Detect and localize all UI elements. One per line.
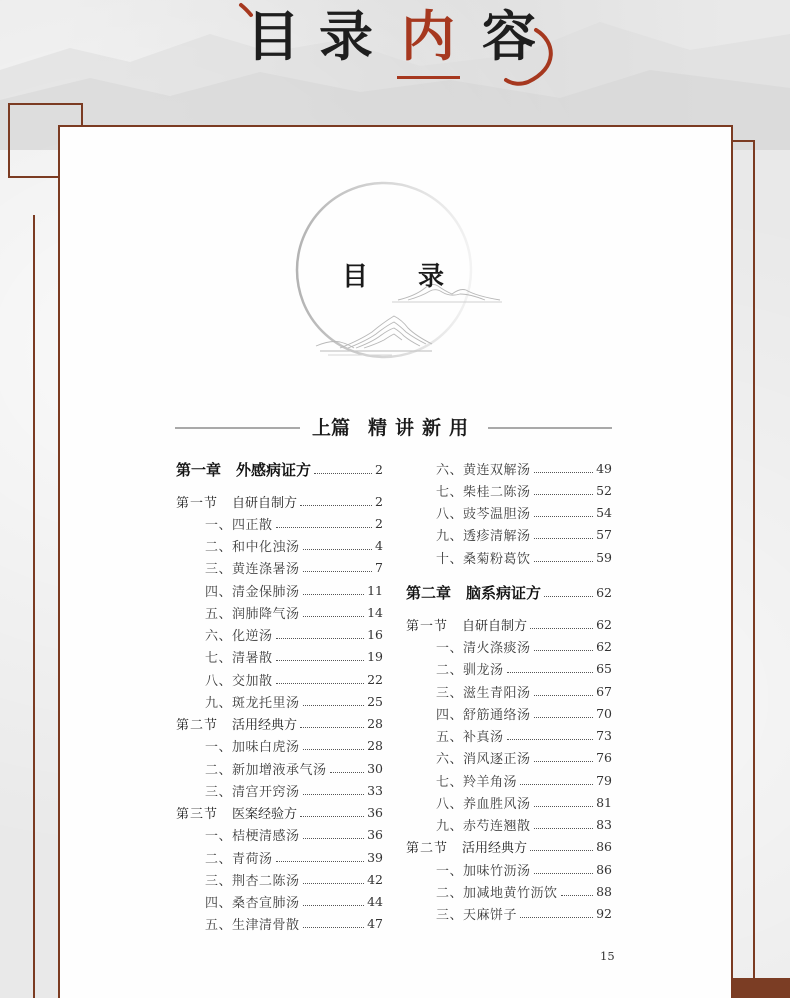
toc-entry-title: 十、桑菊粉葛饮 <box>436 551 531 567</box>
toc-entry-title: 五、补真汤 <box>436 730 504 746</box>
toc-entry-title: 三、荆杏二陈汤 <box>205 873 300 889</box>
toc-page-number: 83 <box>596 817 612 833</box>
toc-page-number: 65 <box>596 661 612 677</box>
toc-page-number: 7 <box>375 560 383 576</box>
toc-entry <box>406 479 612 501</box>
toc-entry <box>406 880 612 902</box>
dot-leader <box>534 516 594 517</box>
toc-entry <box>176 757 383 779</box>
toc-entry <box>406 680 612 702</box>
part-heading-rule-left <box>175 427 300 429</box>
dot-leader <box>303 883 365 884</box>
toc-page-number: 28 <box>367 716 383 732</box>
toc-section <box>406 836 612 858</box>
toc-entry-title: 四、桑杏宣肺汤 <box>205 896 300 912</box>
part-heading-rule-right <box>488 427 612 429</box>
toc-page-number: 19 <box>367 649 383 665</box>
toc-section <box>176 713 383 735</box>
toc-entry <box>176 846 383 868</box>
toc-section-title: 活用经典方 <box>462 841 528 857</box>
toc-page-number: 2 <box>375 461 383 477</box>
toc-entry <box>406 457 612 479</box>
dot-leader <box>530 628 593 629</box>
dot-leader <box>303 594 365 595</box>
toc-entry-title: 五、润肺降气汤 <box>205 606 300 622</box>
toc-chapter-number: 第一章 <box>176 460 222 479</box>
toc-page-number: 49 <box>596 460 612 476</box>
dot-leader <box>300 816 364 817</box>
toc-entry <box>406 702 612 724</box>
toc-entry <box>406 546 612 568</box>
toc-entry <box>406 791 612 813</box>
part-heading-label: 上篇 <box>312 417 351 439</box>
toc-page-number: 70 <box>596 705 612 721</box>
toc-entry <box>406 858 612 880</box>
toc-section-number: 第二节 <box>176 718 219 734</box>
toc-page-number: 39 <box>367 849 383 865</box>
dot-leader <box>303 616 365 617</box>
dot-leader <box>276 861 365 862</box>
toc-entry-title: 二、驯龙汤 <box>436 663 504 679</box>
dot-leader <box>303 549 373 550</box>
toc-page-number: 67 <box>596 683 612 699</box>
dot-leader <box>330 772 365 773</box>
dot-leader <box>520 784 593 785</box>
dot-leader <box>303 749 365 750</box>
toc-page-number: 4 <box>375 538 383 554</box>
dot-leader <box>276 638 365 639</box>
dot-leader <box>530 850 593 851</box>
toc-entry-title: 三、天麻饼子 <box>436 908 518 924</box>
toc-page-number: 42 <box>367 871 383 887</box>
toc-page-number: 30 <box>367 760 383 776</box>
toc-entry <box>406 636 612 658</box>
toc-entry-title: 八、豉芩温胆汤 <box>436 507 531 523</box>
dot-leader <box>534 538 594 539</box>
toc-entry <box>406 524 612 546</box>
frame-block-bottom-right <box>733 978 790 998</box>
dot-leader <box>534 494 594 495</box>
toc-page-number: 73 <box>596 728 612 744</box>
toc-entry <box>406 903 612 925</box>
toc-page-number: 76 <box>596 750 612 766</box>
toc-entry <box>406 725 612 747</box>
toc-section <box>406 613 612 635</box>
toc-entry-title: 六、消风逐正汤 <box>436 752 531 768</box>
circle-mountain-decoration <box>280 170 510 370</box>
toc-section-number: 第一节 <box>176 495 219 511</box>
dot-leader <box>534 717 594 718</box>
part-heading-title: 精讲新用 <box>368 417 477 439</box>
toc-page-number: 86 <box>596 839 612 855</box>
dot-leader <box>534 695 594 696</box>
dot-leader <box>276 527 373 528</box>
dot-leader <box>303 794 365 795</box>
dot-leader <box>507 672 594 673</box>
toc-page-number: 59 <box>596 549 612 565</box>
toc-entry <box>406 658 612 680</box>
dot-leader <box>544 596 593 597</box>
dot-leader <box>276 683 365 684</box>
toc-entry <box>176 779 383 801</box>
toc-page-number: 52 <box>596 482 612 498</box>
toc-section-title: 活用经典方 <box>232 718 298 734</box>
toc-chapter-title: 外感病证方 <box>236 460 312 479</box>
dot-leader <box>534 472 594 473</box>
toc-entry <box>406 747 612 769</box>
toc-entry-title: 六、化逆汤 <box>205 629 273 645</box>
toc-page-number: 62 <box>596 639 612 655</box>
toc-entry-title: 三、滋生青阳汤 <box>436 685 531 701</box>
page-title-char: 目 <box>342 262 369 292</box>
toc-page-number: 86 <box>596 861 612 877</box>
toc-page-number: 81 <box>596 794 612 810</box>
header-title-char-highlight: 内 <box>401 4 455 68</box>
toc-entry-title: 二、加减地黄竹沥饮 <box>436 885 558 901</box>
toc-page-number: 14 <box>367 604 383 620</box>
toc-page-number: 62 <box>596 616 612 632</box>
toc-entry-title: 二、青荷汤 <box>205 851 273 867</box>
toc-page-number: 79 <box>596 772 612 788</box>
toc-page-number: 25 <box>367 693 383 709</box>
header-title-char: 容 <box>482 4 536 68</box>
toc-section-number: 第三节 <box>176 807 219 823</box>
toc-entry <box>176 868 383 890</box>
toc-entry <box>406 502 612 524</box>
toc-entry <box>406 814 612 836</box>
toc-chapter-number: 第二章 <box>406 583 452 602</box>
toc-entry-title: 七、柴桂二陈汤 <box>436 484 531 500</box>
toc-entry <box>176 601 383 623</box>
toc-entry <box>176 557 383 579</box>
toc-entry-title: 三、清宫开窍汤 <box>205 784 300 800</box>
toc-column-left <box>176 458 383 935</box>
dot-leader <box>276 660 365 661</box>
dot-leader <box>507 739 594 740</box>
toc-entry-title: 一、桔梗清感汤 <box>205 829 300 845</box>
dot-leader <box>561 895 594 896</box>
toc-entry-title: 五、生津清骨散 <box>205 918 300 934</box>
page-number: 15 <box>600 949 615 963</box>
toc-entry-title: 一、加味竹沥汤 <box>436 863 531 879</box>
toc-entry <box>176 824 383 846</box>
toc-chapter <box>176 458 383 490</box>
toc-entry-title: 六、黄连双解汤 <box>436 462 531 478</box>
toc-entry-title: 九、赤芍连翘散 <box>436 819 531 835</box>
toc-page-number: 44 <box>367 894 383 910</box>
toc-page-number: 88 <box>596 883 612 899</box>
toc-chapter <box>406 581 612 613</box>
toc-entry <box>176 579 383 601</box>
dot-leader <box>314 473 372 474</box>
toc-section-number: 第一节 <box>406 618 449 634</box>
toc-page-number: 36 <box>367 827 383 843</box>
dot-leader <box>534 828 594 829</box>
dot-leader <box>303 838 365 839</box>
dot-leader <box>303 905 365 906</box>
header-title-char: 录 <box>319 4 373 68</box>
toc-section-title: 自研自制方 <box>462 618 528 634</box>
toc-page-number: 2 <box>375 493 383 509</box>
dot-leader <box>534 806 594 807</box>
toc-section <box>176 490 383 512</box>
dot-leader <box>303 571 373 572</box>
dot-leader <box>534 761 594 762</box>
toc-section-title: 医案经验方 <box>232 807 298 823</box>
page-title-char: 录 <box>418 262 445 292</box>
toc-entry <box>176 690 383 712</box>
toc-entry <box>176 735 383 757</box>
dot-leader <box>520 917 593 918</box>
dot-leader <box>534 561 594 562</box>
toc-entry <box>406 769 612 791</box>
toc-page-number: 28 <box>367 738 383 754</box>
dot-leader <box>303 927 365 928</box>
toc-column-right <box>406 457 612 925</box>
toc-entry-title: 八、养血胜风汤 <box>436 796 531 812</box>
dot-leader <box>300 727 364 728</box>
toc-entry <box>176 913 383 935</box>
toc-entry <box>176 512 383 534</box>
dot-leader <box>300 505 372 506</box>
frame-line-left <box>33 215 35 998</box>
toc-entry <box>176 891 383 913</box>
red-brush-stroke-decoration <box>230 0 570 95</box>
dot-leader <box>534 650 594 651</box>
toc-page-number: 2 <box>375 515 383 531</box>
toc-entry-title: 八、交加散 <box>205 673 273 689</box>
toc-entry-title: 七、清暑散 <box>205 651 273 667</box>
toc-entry <box>176 646 383 668</box>
toc-page-number: 11 <box>367 582 383 598</box>
toc-entry-title: 七、羚羊角汤 <box>436 774 518 790</box>
toc-entry-title: 九、斑龙托里汤 <box>205 695 300 711</box>
toc-entry <box>176 624 383 646</box>
toc-page-number: 92 <box>596 906 612 922</box>
toc-page-number: 57 <box>596 527 612 543</box>
dot-leader <box>534 873 594 874</box>
toc-entry-title: 一、四正散 <box>205 517 273 533</box>
toc-entry-title: 一、清火涤痰汤 <box>436 641 531 657</box>
toc-chapter-title: 脑系病证方 <box>466 583 542 602</box>
toc-section <box>176 802 383 824</box>
toc-entry-title: 九、透疹清解汤 <box>436 529 531 545</box>
toc-page-number: 54 <box>596 505 612 521</box>
toc-section-title: 自研自制方 <box>232 495 298 511</box>
toc-entry <box>176 668 383 690</box>
toc-page-number: 36 <box>367 805 383 821</box>
toc-page-number: 22 <box>367 671 383 687</box>
toc-page-number: 47 <box>367 916 383 932</box>
toc-entry-title: 四、舒筋通络汤 <box>436 707 531 723</box>
toc-entry-title: 二、新加增液承气汤 <box>205 762 327 778</box>
toc-page-number: 62 <box>596 584 612 600</box>
toc-entry-title: 二、和中化浊汤 <box>205 540 300 556</box>
toc-entry-title: 一、加味白虎汤 <box>205 740 300 756</box>
toc-page-number: 16 <box>367 627 383 643</box>
toc-page-number: 33 <box>367 782 383 798</box>
toc-section-number: 第二节 <box>406 841 449 857</box>
toc-entry-title: 四、清金保肺汤 <box>205 584 300 600</box>
toc-entry <box>176 535 383 557</box>
header-title-char: 目 <box>246 4 300 68</box>
toc-entry-title: 三、黄连涤暑汤 <box>205 562 300 578</box>
dot-leader <box>303 705 365 706</box>
